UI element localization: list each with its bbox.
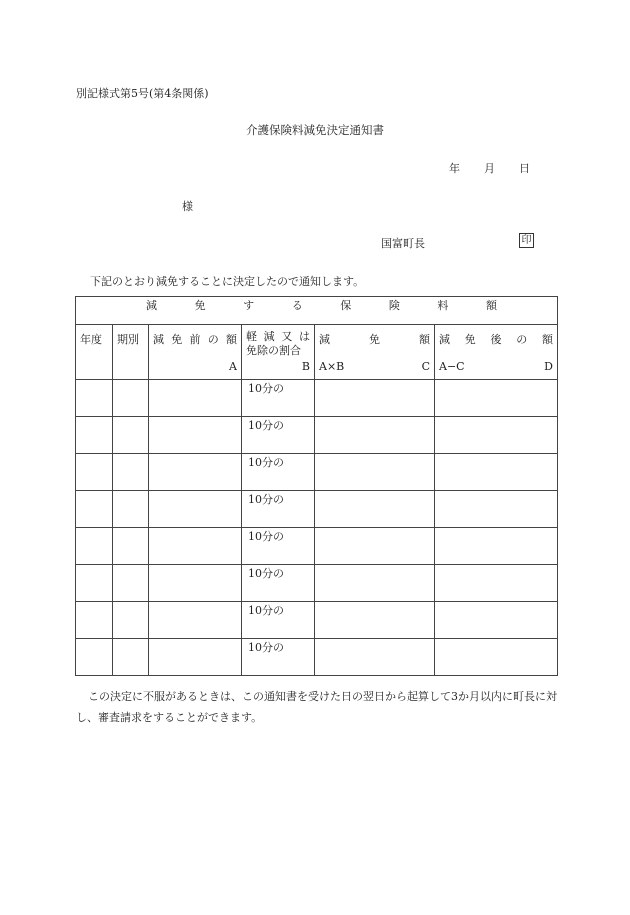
table-title-char: 減 [146, 299, 157, 312]
date-year-label: 年 [449, 162, 460, 175]
header-char: は [298, 330, 310, 343]
table-row [76, 639, 558, 676]
table-title-char: 険 [388, 299, 400, 312]
table-row [76, 417, 558, 454]
ratio-cell: 10分の [242, 565, 315, 602]
col-header-before: 減 免 前 の 額 A [149, 325, 242, 380]
reduced-cell[interactable] [315, 454, 435, 491]
appeal-notice: この決定に不服があるときは、この通知書を受けた日の翌日から起算して3か月以内に町長に対し、審査請求をすることができます。 [76, 690, 557, 724]
reduced-cell[interactable] [315, 565, 435, 602]
sender-name: 国富町長 [381, 237, 425, 250]
ratio-cell: 10分の [242, 417, 315, 454]
year-cell[interactable] [76, 417, 113, 454]
period-cell[interactable] [113, 602, 149, 639]
reduced-cell[interactable] [315, 380, 435, 417]
after-cell[interactable] [435, 491, 558, 528]
table-title-row [76, 297, 558, 325]
period-cell[interactable] [113, 639, 149, 676]
period-cell[interactable] [113, 454, 149, 491]
before-cell[interactable] [149, 528, 242, 565]
before-cell[interactable] [149, 454, 242, 491]
reduced-cell[interactable] [315, 528, 435, 565]
year-cell[interactable] [76, 454, 113, 491]
period-cell[interactable] [113, 528, 149, 565]
header-char: 免 [464, 333, 476, 346]
header-char: の [207, 333, 219, 346]
table-row [76, 380, 558, 417]
table-title-char: す [243, 299, 255, 312]
seal-mark: 印 [519, 233, 534, 248]
year-cell[interactable] [76, 380, 113, 417]
period-cell[interactable] [113, 417, 149, 454]
year-cell[interactable] [76, 565, 113, 602]
col-header-ratio: 軽 減 又 は 免除の割合 B [242, 325, 315, 380]
ratio-cell: 10分の [242, 639, 315, 676]
table-row [76, 602, 558, 639]
reduced-cell[interactable] [315, 417, 435, 454]
period-cell[interactable] [113, 380, 149, 417]
reduced-cell[interactable] [315, 639, 435, 676]
col-header-period: 期別 [113, 325, 149, 380]
ratio-cell: 10分の [242, 528, 315, 565]
date-line [449, 160, 530, 176]
after-cell[interactable] [435, 565, 558, 602]
header-char: 免 [369, 333, 380, 346]
after-cell[interactable] [435, 639, 558, 676]
before-cell[interactable] [149, 602, 242, 639]
date-day-label: 日 [519, 162, 530, 175]
table-title-char: 保 [340, 299, 352, 312]
after-cell[interactable] [435, 417, 558, 454]
table-title [76, 297, 558, 325]
table-row [76, 454, 558, 491]
col-header-reduced: 減 免 額 A×B C [315, 325, 435, 380]
date-month-label: 月 [484, 162, 495, 175]
header-char: 減 [263, 330, 275, 343]
table-row [76, 565, 558, 602]
table-title-char: 額 [485, 299, 497, 312]
year-cell[interactable] [76, 602, 113, 639]
period-cell[interactable] [113, 491, 149, 528]
table-title-char: る [291, 299, 303, 312]
reduced-cell[interactable] [315, 491, 435, 528]
before-cell[interactable] [149, 565, 242, 602]
reduction-table [75, 296, 558, 676]
header-char: 軽 [246, 330, 257, 343]
period-cell[interactable] [113, 565, 149, 602]
ratio-cell: 10分の [242, 602, 315, 639]
intro-text: 下記のとおり減免することに決定したので通知します。 [90, 275, 365, 288]
ratio-cell: 10分の [242, 491, 315, 528]
before-cell[interactable] [149, 639, 242, 676]
table-title-char: 料 [437, 299, 449, 312]
table-title-char: 免 [194, 299, 206, 312]
header-char: 後 [490, 333, 502, 346]
header-char: 前 [189, 333, 201, 346]
after-cell[interactable] [435, 528, 558, 565]
after-cell[interactable] [435, 602, 558, 639]
page-title: 介護保険料減免決定通知書 [246, 123, 384, 137]
after-cell[interactable] [435, 380, 558, 417]
before-cell[interactable] [149, 491, 242, 528]
form-reference: 別記様式第5号(第4条関係) [76, 87, 209, 100]
year-cell[interactable] [76, 491, 113, 528]
table-header-row [76, 325, 558, 380]
header-char: 免 [171, 333, 183, 346]
reduced-cell[interactable] [315, 602, 435, 639]
before-cell[interactable] [149, 380, 242, 417]
header-char: 減 [319, 333, 330, 346]
header-char: 額 [419, 333, 430, 346]
before-cell[interactable] [149, 417, 242, 454]
header-char: 額 [542, 333, 553, 346]
table-row [76, 528, 558, 565]
header-char: の [516, 333, 528, 346]
col-header-year: 年度 [76, 325, 113, 380]
after-cell[interactable] [435, 454, 558, 491]
table-row [76, 491, 558, 528]
year-cell[interactable] [76, 528, 113, 565]
addressee-suffix: 様 [182, 200, 193, 213]
ratio-cell: 10分の [242, 454, 315, 491]
header-char: 又 [281, 330, 293, 343]
header-char: 減 [153, 333, 164, 346]
col-header-after: 減 免 後 の 額 A−C D [435, 325, 558, 380]
header-char: 減 [439, 333, 450, 346]
ratio-cell: 10分の [242, 380, 315, 417]
header-char: 額 [226, 333, 237, 346]
year-cell[interactable] [76, 639, 113, 676]
